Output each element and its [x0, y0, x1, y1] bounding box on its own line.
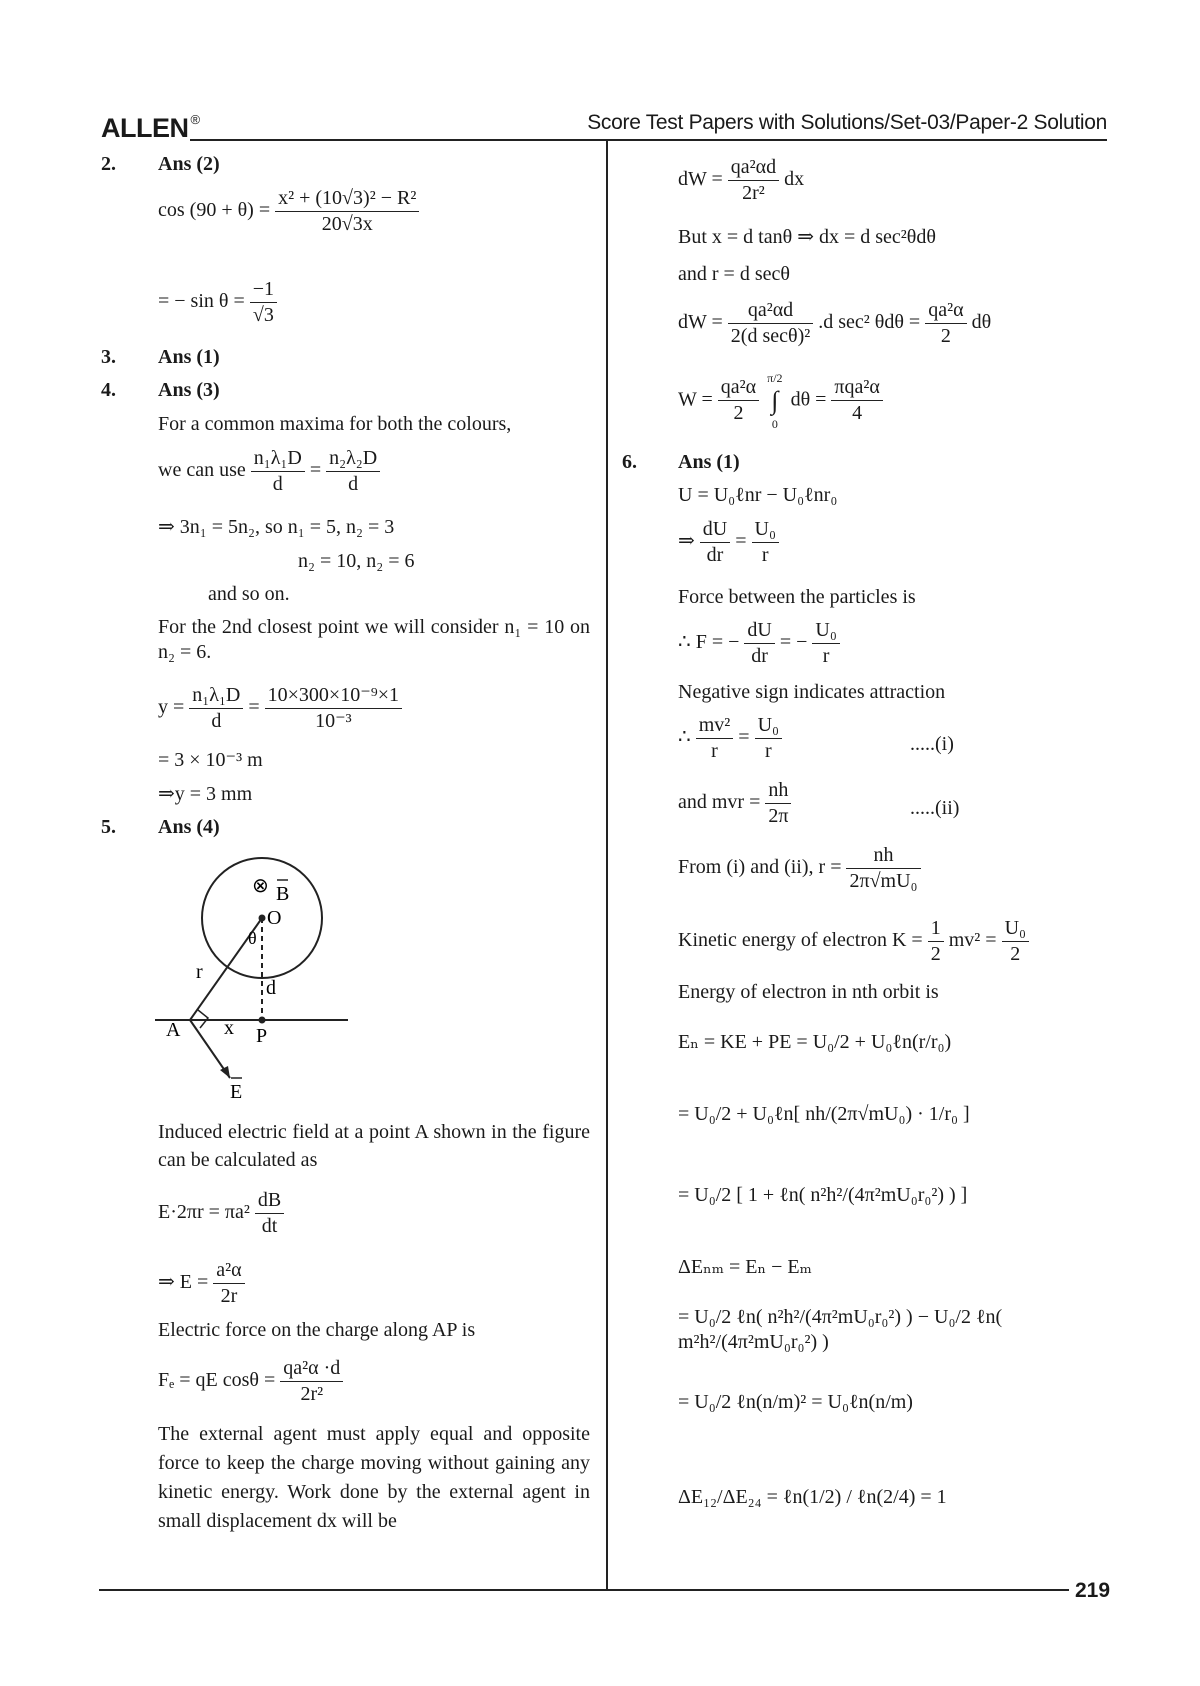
q4-line5: = 3 × 10⁻³ m [158, 749, 263, 771]
point-p [259, 1017, 266, 1024]
q6-tag-ii: .....(ii) [910, 797, 960, 819]
column-divider [606, 141, 608, 1589]
q6-line17: ΔE₁₂/ΔE₂₄ = ℓn(1/2) / ℓn(2/4) = 1 [678, 1486, 947, 1508]
label-d: d [266, 977, 276, 999]
q6-line15: = U₀/2 ℓn( n²h²/(4π²mU₀r₀²) ) − U₀/2 ℓn( m²h²/(4π²mU₀r₀²) ) [678, 1306, 1003, 1353]
q3-number: 3. [101, 346, 116, 368]
q5-work-line2: But x = d tanθ ⇒ dx = d sec²θdθ [678, 226, 936, 248]
label-a: A [166, 1019, 181, 1041]
q4-line3: and so on. [208, 583, 290, 605]
q5-text2: Electric force on the charge along AP is [158, 1319, 476, 1341]
q6-number: 6. [622, 451, 637, 473]
q6-line11: Eₙ = KE + PE = U₀/2 + U₀ℓn(r/r₀) [678, 1031, 952, 1053]
q6-line3: Force between the particles is [678, 586, 916, 608]
label-b: B [276, 883, 290, 905]
label-p: P [256, 1025, 268, 1047]
e-arrowhead [220, 1066, 230, 1078]
q5-answer: Ans (4) [158, 816, 220, 838]
q2-number: 2. [101, 153, 116, 175]
q6-line5: Negative sign indicates attraction [678, 681, 946, 703]
q6-line8: From (i) and (ii), r = $\frac{nh}{\text{2π√mU₀}}$ [678, 843, 921, 894]
q4-line1: ⇒ 3n₁ = 5n₂, so n₁ = 5, n₂ = 3 [158, 516, 395, 538]
q5-eq2: ⇒ E = $\frac{\text{a²α}}{2r}$ [158, 1258, 245, 1309]
label-x: x [224, 1017, 234, 1039]
page-number: 219 [1075, 1579, 1111, 1602]
q5-number: 5. [101, 816, 116, 838]
q5-work-eq5: W = $\frac{\text{qa²α}}{2}$ π/2 ∫ 0 dθ = $\frac{\text{πqa²α}}{4}$ [678, 372, 883, 430]
q4-line2: n₂ = 10, n₂ = 6 [298, 550, 415, 572]
q4-intro: For a common maxima for both the colours, [158, 413, 512, 435]
header-rule [190, 139, 1107, 141]
allen-logo: ALLEN ® [101, 112, 200, 143]
q6-line9: Kinetic energy of electron K = $\frac{1}{2}$ mv² = $\frac{\text{U₀}}{2}$ [678, 916, 1029, 967]
q6-line4: ∴ F = − $\frac{dU}{dr}$ = − $\frac{\text{U₀}}{r}$ [678, 618, 840, 669]
q6-line2: ⇒ $\frac{dU}{dr}$ = $\frac{\text{U₀}}{r}$ [678, 517, 779, 568]
q6-line14: ΔEₙₘ = Eₙ − Eₘ [678, 1256, 812, 1278]
q5-work-eq4: dW = $\frac{\text{qa²αd}}{\text{2(d secθ)²}}$ .d sec² θdθ = $\frac{\text{qa²α}}{2}$ dθ [678, 299, 992, 347]
footer-rule [99, 1589, 1069, 1591]
q6-line13: = U₀/2 [ 1 + ℓn( n²h²/(4π²mU₀r₀²) ) ] [678, 1184, 968, 1206]
q5-text1: Induced electric field at a point A shown in the figure can be calculated as [158, 1121, 590, 1171]
q6-line16: = U₀/2 ℓn(n/m)² = U₀ℓn(n/m) [678, 1391, 913, 1413]
q6-line12: = U₀/2 + U₀ℓn[ nh/(2π√mU₀) · 1/r₀ ] [678, 1103, 970, 1125]
q2-result: = − sin θ = $\frac{-1}{√3}$ [158, 277, 277, 328]
q2-answer: Ans (2) [158, 153, 220, 175]
q5-text3: The external agent must apply equal and opposite force to keep the charge moving without gaining any kinetic energy. Work done by the external agent in small displacement dx will be [158, 1423, 590, 1532]
q5-eq3: Fₑ = qE cosθ = $\frac{\text{qa²α ·d}}{\text{2r²}}$ [158, 1356, 343, 1407]
running-head: Score Test Papers with Solutions/Set-03/Paper-2 Solution [587, 111, 1107, 134]
q5-work-line3: and r = d secθ [678, 263, 790, 285]
q5-work-eq1: dW = $\frac{\text{qa²αd}}{\text{2r²}}$ dx [678, 156, 805, 204]
label-r: r [196, 961, 203, 983]
cross-symbol: ⊗ [252, 873, 269, 897]
label-e: E [230, 1081, 243, 1103]
q6-line7: and mvr = $\frac{nh}{2\pi}$ [678, 778, 791, 829]
q2-equation: cos (90 + θ) = $\frac{\text{x² + (10√3)² − R²}}{20√3x}$ [158, 186, 419, 237]
q6-line6: ∴ $\frac{\text{mv²}}{r}$ = $\frac{\text{U₀}}{r}$ [678, 713, 782, 764]
q6-line10: Energy of electron in nth orbit is [678, 981, 939, 1003]
q4-number: 4. [101, 379, 116, 401]
q4-line6: ⇒y = 3 mm [158, 783, 253, 805]
q3-answer: Ans (1) [158, 346, 220, 368]
label-theta: θ [248, 928, 257, 948]
q4-answer: Ans (3) [158, 379, 220, 401]
label-o: O [267, 907, 282, 929]
q5-eq1: E·2πr = πa² $\frac{dB}{dt}$ [158, 1188, 284, 1239]
point-o [259, 915, 266, 922]
q4-line4: For the 2nd closest point we will consider n₁ = 10 on n₂ = 6. [158, 616, 590, 663]
q6-line1: U = U₀ℓnr − U₀ℓnr₀ [678, 484, 838, 506]
q4-y-equation: y = $\frac{\text{n₁λ₁D}}{d}$ = $\frac{\text{10×300×10⁻⁹×1}}{\text{10⁻³}}$ [158, 683, 402, 734]
q4-condition: we can use $\frac{\text{n₁λ₁D}}{d}$ = $\frac{\text{n₂λ₂D}}{d}$ [158, 446, 380, 497]
q6-answer: Ans (1) [678, 451, 740, 473]
q6-tag-i: .....(i) [910, 733, 954, 755]
q5-figure [150, 848, 370, 1108]
